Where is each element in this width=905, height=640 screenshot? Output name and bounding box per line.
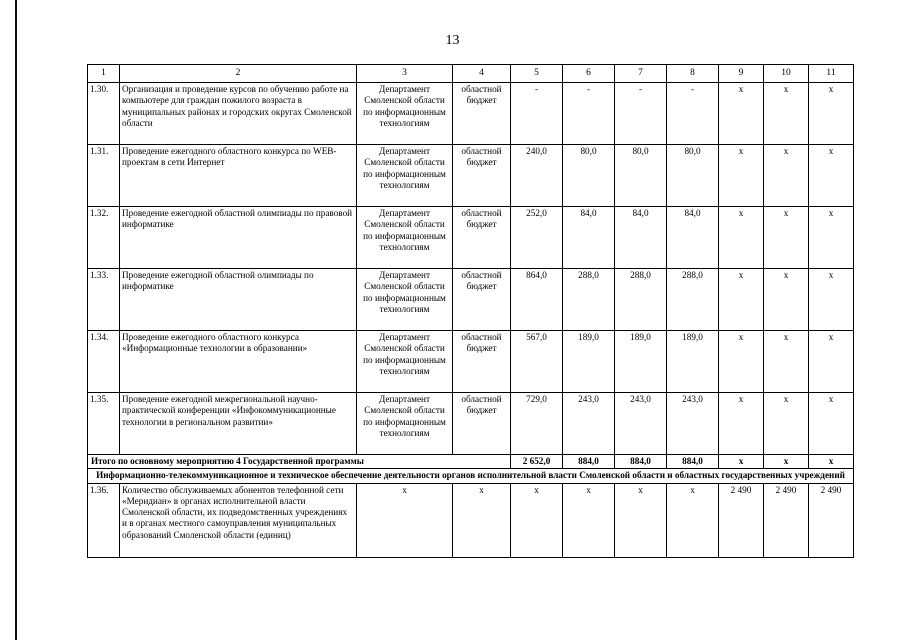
activity-name: Организация и проведение курсов по обучению работе на компьютере для граждан пожилого возраста в муниципальных районах и городских округах Смоленской области	[120, 83, 357, 145]
value-col11: x	[809, 207, 854, 269]
value-col8: 84,0	[667, 207, 719, 269]
value-col7: 243,0	[615, 393, 667, 455]
value-col10: x	[764, 83, 809, 145]
value-col5: 252,0	[511, 207, 563, 269]
row-number: 1.33.	[88, 269, 120, 331]
table-row	[88, 83, 854, 145]
col-num-9: 9	[719, 65, 764, 83]
row-number: 1.34.	[88, 331, 120, 393]
total-label: Итого по основному мероприятию 4 Государственной программы	[88, 455, 511, 469]
value-col6: 288,0	[563, 269, 615, 331]
table-row	[88, 483, 854, 557]
col-num-4: 4	[453, 65, 511, 83]
executor: Департамент Смоленской области по информационным технологиям	[357, 145, 453, 207]
value-col8: 189,0	[667, 331, 719, 393]
binding-margin-line	[15, 0, 17, 640]
value-col11: x	[809, 269, 854, 331]
total-col9: x	[719, 455, 764, 469]
value-col9: x	[719, 393, 764, 455]
value-col7: x	[615, 483, 667, 557]
funding-source: областной бюджет	[453, 83, 511, 145]
row-number: 1.32.	[88, 207, 120, 269]
total-col10: x	[764, 455, 809, 469]
value-col5: x	[511, 483, 563, 557]
value-col6: x	[563, 483, 615, 557]
row-number: 1.35.	[88, 393, 120, 455]
value-col4: x	[453, 483, 511, 557]
funding-source: областной бюджет	[453, 269, 511, 331]
value-col11: 2 490	[809, 483, 854, 557]
value-col9: x	[719, 83, 764, 145]
activity-name: Проведение ежегодной областной олимпиады по информатике	[120, 269, 357, 331]
value-col5: 729,0	[511, 393, 563, 455]
value-col5: -	[511, 83, 563, 145]
executor: Департамент Смоленской области по информационным технологиям	[357, 269, 453, 331]
funding-source: областной бюджет	[453, 331, 511, 393]
value-col7: 288,0	[615, 269, 667, 331]
table-row	[88, 331, 854, 393]
row-number: 1.36.	[88, 483, 120, 557]
col-num-1: 1	[88, 65, 120, 83]
col-num-7: 7	[615, 65, 667, 83]
executor: Департамент Смоленской области по информационным технологиям	[357, 393, 453, 455]
col-num-6: 6	[563, 65, 615, 83]
value-col11: x	[809, 83, 854, 145]
value-col7: 189,0	[615, 331, 667, 393]
value-col8: 288,0	[667, 269, 719, 331]
total-col8: 884,0	[667, 455, 719, 469]
column-number-row	[88, 65, 854, 83]
value-col9: 2 490	[719, 483, 764, 557]
value-col6: 80,0	[563, 145, 615, 207]
col-num-11: 11	[809, 65, 854, 83]
total-col11: x	[809, 455, 854, 469]
value-col10: x	[764, 269, 809, 331]
activity-name: Проведение ежегодного областного конкурса «Информационные технологии в образовании»	[120, 331, 357, 393]
row-number: 1.30.	[88, 83, 120, 145]
total-row	[88, 455, 854, 469]
activity-name: Проведение ежегодной областной олимпиады по правовой информатике	[120, 207, 357, 269]
value-col8: 80,0	[667, 145, 719, 207]
value-col6: 189,0	[563, 331, 615, 393]
value-col7: 84,0	[615, 207, 667, 269]
value-col5: 567,0	[511, 331, 563, 393]
value-col10: x	[764, 145, 809, 207]
value-col8: -	[667, 83, 719, 145]
section-heading: Информационно-телекоммуникационное и техническое обеспечение деятельности органов исполнительной власти Смоленской области и областных государственных учреждений	[88, 469, 854, 484]
value-col10: x	[764, 331, 809, 393]
total-col5: 2 652,0	[511, 455, 563, 469]
table-row	[88, 145, 854, 207]
col-num-3: 3	[357, 65, 453, 83]
row-number: 1.31.	[88, 145, 120, 207]
table-row	[88, 207, 854, 269]
value-col6: 84,0	[563, 207, 615, 269]
value-col5: 864,0	[511, 269, 563, 331]
col-num-10: 10	[764, 65, 809, 83]
value-col3: x	[357, 483, 453, 557]
budget-table	[87, 64, 854, 558]
activity-name: Проведение ежегодного областного конкурса по WEB-проектам в сети Интернет	[120, 145, 357, 207]
value-col7: -	[615, 83, 667, 145]
value-col10: x	[764, 207, 809, 269]
funding-source: областной бюджет	[453, 393, 511, 455]
value-col9: x	[719, 207, 764, 269]
value-col9: x	[719, 269, 764, 331]
value-col6: 243,0	[563, 393, 615, 455]
value-col5: 240,0	[511, 145, 563, 207]
value-col9: x	[719, 145, 764, 207]
indicator-name: Количество обслуживаемых абонентов телефонной сети «Меридиан» в органах исполнительной власти Смоленской области, их подведомственных учреждениях и в органах местного самоуправления муниципальных образований Смоленской области (единиц)	[120, 483, 357, 557]
funding-source: областной бюджет	[453, 207, 511, 269]
total-col7: 884,0	[615, 455, 667, 469]
table-row	[88, 269, 854, 331]
value-col10: x	[764, 393, 809, 455]
total-col6: 884,0	[563, 455, 615, 469]
executor: Департамент Смоленской области по информационным технологиям	[357, 331, 453, 393]
col-num-8: 8	[667, 65, 719, 83]
col-num-2: 2	[120, 65, 357, 83]
value-col11: x	[809, 393, 854, 455]
value-col6: -	[563, 83, 615, 145]
value-col11: x	[809, 331, 854, 393]
value-col8: x	[667, 483, 719, 557]
activity-name: Проведение ежегодной межрегиональной научно-практической конференции «Инфокоммуникационные технологии в региональном развитии»	[120, 393, 357, 455]
funding-source: областной бюджет	[453, 145, 511, 207]
value-col9: x	[719, 331, 764, 393]
value-col11: x	[809, 145, 854, 207]
table-row	[88, 393, 854, 455]
page-number: 13	[445, 33, 460, 48]
value-col10: 2 490	[764, 483, 809, 557]
col-num-5: 5	[511, 65, 563, 83]
value-col7: 80,0	[615, 145, 667, 207]
executor: Департамент Смоленской области по информационным технологиям	[357, 83, 453, 145]
executor: Департамент Смоленской области по информационным технологиям	[357, 207, 453, 269]
section-heading-row	[88, 469, 854, 484]
value-col8: 243,0	[667, 393, 719, 455]
